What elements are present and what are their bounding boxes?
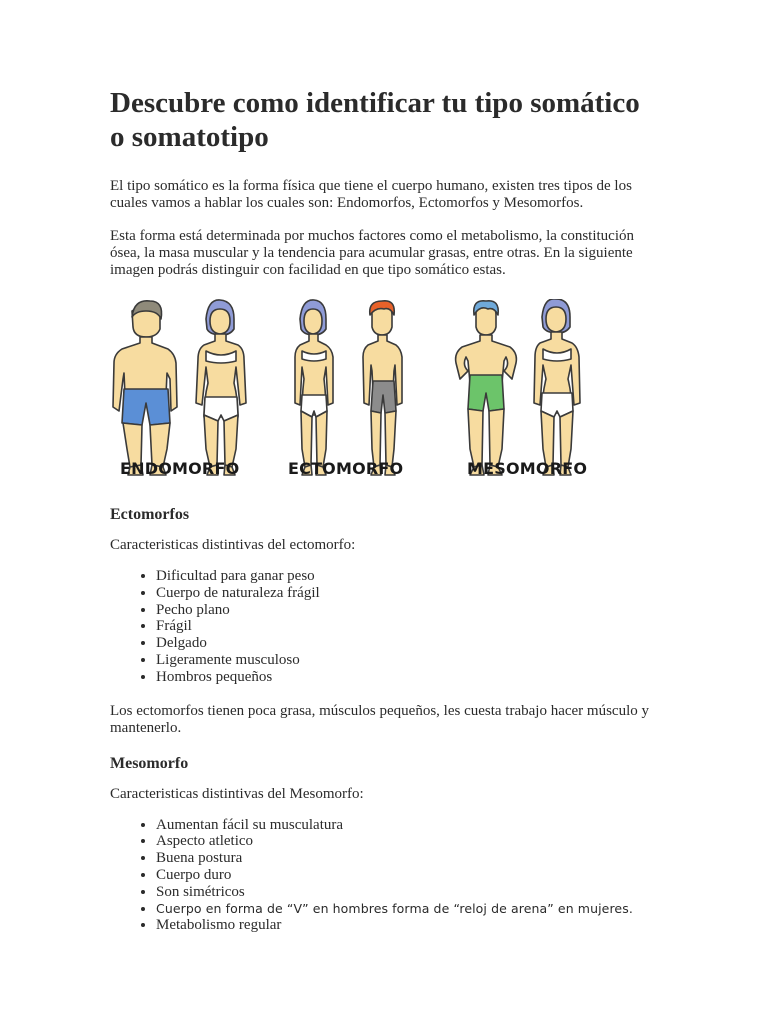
list-item: • Frágil xyxy=(156,618,658,635)
list-item: • Metabolismo regular xyxy=(156,917,658,934)
mesomorfo-intro: Caracteristicas distintivas del Mesomorfo: xyxy=(110,785,364,802)
label-ectomorfo: ECTOMORFO xyxy=(288,459,404,478)
section-heading-ectomorfos: Ectomorfos xyxy=(110,506,190,523)
page-title: Descubre como identificar tu tipo somático o somatotipo xyxy=(110,87,640,153)
list-item: • Cuerpo en forma de “V” en hombres forma de “reloj de arena” en mujeres. xyxy=(156,901,658,918)
list-item: • Ligeramente musculoso xyxy=(156,652,658,669)
label-endomorfo: ENDOMORFO xyxy=(120,459,240,478)
list-item: • Cuerpo de naturaleza frágil xyxy=(156,585,658,602)
list-item: • Hombros pequeños xyxy=(156,669,658,686)
mesomorph-female-figure xyxy=(534,299,580,475)
list-item: • Cuerpo duro xyxy=(156,867,658,884)
list-item: • Buena postura xyxy=(156,850,658,867)
ectomorph-female-figure xyxy=(295,300,333,475)
section-heading-mesomorfo: Mesomorfo xyxy=(110,754,189,772)
ectomorfo-intro: Caracteristicas distintivas del ectomorfo: xyxy=(110,537,356,553)
mesomorph-male-figure xyxy=(456,301,517,475)
ectomorfo-list xyxy=(110,568,658,686)
endomorph-female-figure xyxy=(196,300,246,475)
mesomorfo-list xyxy=(110,817,658,935)
document-content xyxy=(110,86,658,934)
endomorph-male-figure xyxy=(113,301,177,475)
body-types-illustration xyxy=(110,299,658,489)
list-item: • Delgado xyxy=(156,635,658,652)
ectomorph-male-figure xyxy=(363,301,402,475)
list-item: • Son simétricos xyxy=(156,884,658,901)
list-item: • Pecho plano xyxy=(156,602,658,619)
label-mesomorfo: MESOMORFO xyxy=(467,459,588,478)
ectomorfo-note: Los ectomorfos tienen poca grasa, músculos pequeños, les cuesta trabajo hacer músculo y mantenerlo. xyxy=(110,702,649,736)
list-item: • Aspecto atletico xyxy=(156,833,658,850)
list-item: • Dificultad para ganar peso xyxy=(156,568,658,585)
description-paragraph: Esta forma está determinada por muchos factores como el metabolismo, la constitución ósea, la masa muscular y la tendencia para acumular grasas, entre otras. En la siguiente imagen podrás distinguir con facilidad en que tipo somático estas. xyxy=(110,228,635,278)
list-item: • Aumentan fácil su musculatura xyxy=(156,817,658,834)
intro-paragraph: El tipo somático es la forma física que tiene el cuerpo humano, existen tres tipos de los cuales vamos a hablar los cuales son: Endomorfos, Ectomorfos y Mesomorfos. xyxy=(110,178,632,211)
